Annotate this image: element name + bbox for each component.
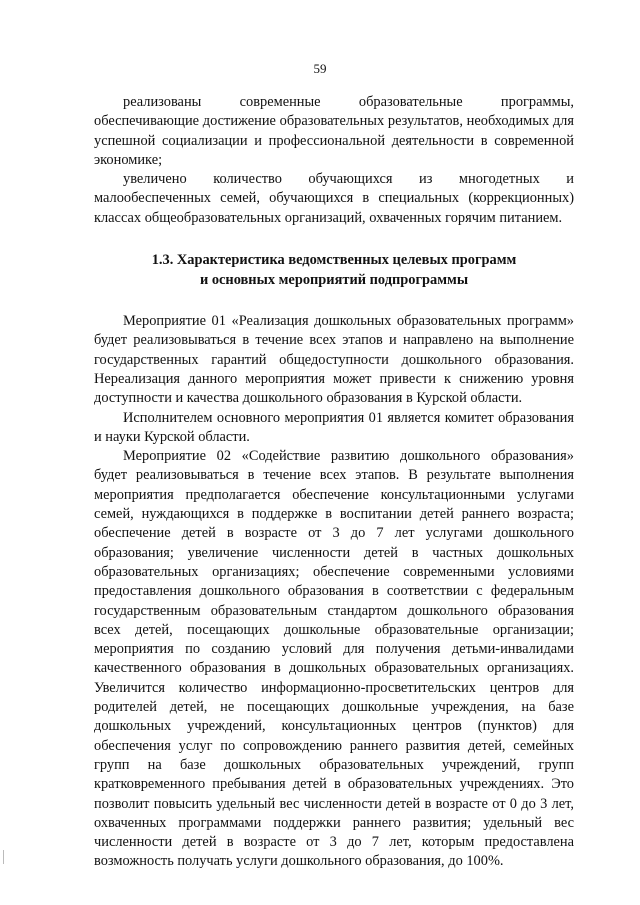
result-item-programs: реализованы современные образовательные программы, обеспечивающие достижение образовательных результатов, необходимых для успешной социализации и профессиональной деятельности в современной экономике; (94, 94, 574, 168)
page-number: 59 (313, 61, 327, 76)
section-heading-line-1: 1.3. Характеристика ведомственных целевых программ (151, 252, 517, 269)
paragraph-measure-01: Мероприятие 01 «Реализация дошкольных образовательных программ» будет реализовываться в течение всех этапов и направлено на выполнение государственных гарантий общедоступности дошкольного образования. Нереализация данного мероприятия может привести к снижению уровня доступности и качества дошкольного образования в Курской области. (94, 313, 574, 407)
section-heading (94, 251, 574, 290)
scan-edge-mark (3, 850, 4, 864)
paragraph-measure-02: Мероприятие 02 «Содействие развитию дошкольного образования» будет реализовываться в течение всех этапов. В результате выполнения мероприятия предполагается обеспечение консультационными услугами семей, нуждающихся в поддержке в воспитании детей раннего возраста; обеспечение детей в возрасте от 3 до 7 лет услугами дошкольного образования; увеличение численности детей в частных дошкольных образовательных организациях; обеспечение современными условиями предоставления дошкольного образования в соответствии с федеральным государственным образовательным стандартом дошкольного образования всех детей, посещающих дошкольные образовательные организации; мероприятия по созданию условий для получения детьми-инвалидами качественного образования в дошкольных образовательных организациях. Увеличится количество информационно-просветительских центров для родителей детей, не посещающих дошкольные учреждения, на базе дошкольных учреждений, консультационных центров (пунктов) для обеспечения услуг по сопровождению раннего развития детей, семейных групп на базе дошкольных образовательных учреждений, групп кратковременного пребывания детей в образовательных учреждениях. Это позволит повысить удельный вес численности детей в возрасте от 0 до 3 лет, охваченных программами поддержки раннего развития; удельный вес численности детей в возрасте от 3 до 7 лет, которым предоставлена возможность получать услуги дошкольного образования, до 100%. (94, 448, 574, 870)
page-content (94, 93, 574, 872)
result-item-hot-meals: увеличено количество обучающихся из многодетных и малообеспеченных семей, обучающихся в специальных (коррекционных) классах общеобразовательных организаций, охваченных горячим питанием. (94, 171, 574, 226)
paragraph-executor: Исполнителем основного мероприятия 01 является комитет образования и науки Курской области. (94, 409, 574, 445)
section-heading-line-2: и основных мероприятий подпрограммы (199, 271, 469, 288)
